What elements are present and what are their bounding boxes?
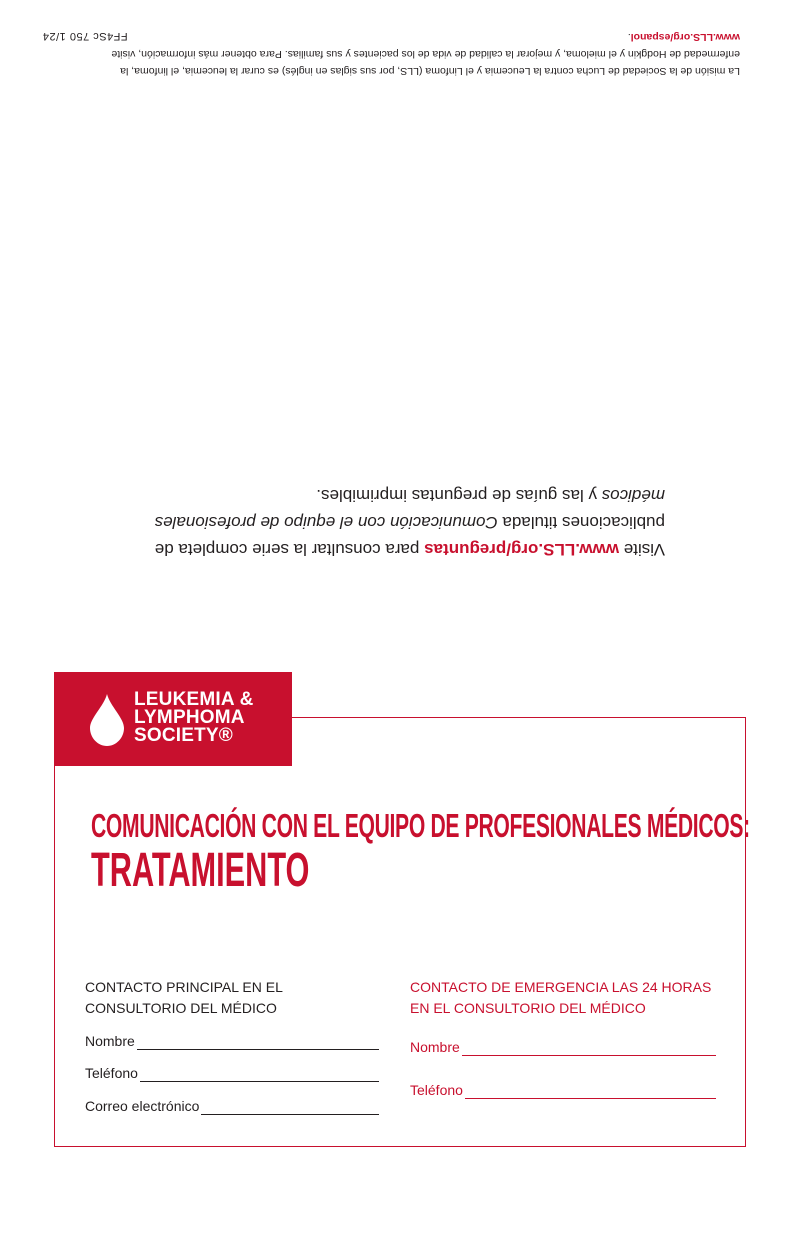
card-title-line-1: COMUNICACIÓN CON EL EQUIPO DE PROFESIONALES MÉDICOS: xyxy=(91,807,750,844)
emergency-name-line[interactable] xyxy=(462,1041,716,1056)
emergency-name-label: Nombre xyxy=(410,1039,460,1055)
emergency-phone-field[interactable] xyxy=(410,1081,716,1099)
primary-email-field[interactable] xyxy=(85,1097,379,1115)
primary-contact-heading: CONTACTO PRINCIPAL EN EL CONSULTORIO DEL MÉDICO xyxy=(85,979,283,1016)
logo-line-3: SOCIETY® xyxy=(134,725,234,746)
primary-phone-label: Teléfono xyxy=(85,1065,138,1081)
emergency-phone-line[interactable] xyxy=(465,1084,716,1099)
visit-paragraph xyxy=(120,482,665,563)
emergency-contact-heading: CONTACTO DE EMERGENCIA LAS 24 HORAS EN EL CONSULTORIO DEL MÉDICO xyxy=(410,979,712,1016)
emergency-name-field[interactable] xyxy=(410,1038,716,1056)
card-title-line-2: TRATAMIENTO xyxy=(91,844,310,897)
visit-link[interactable]: www.LLS.org/preguntas xyxy=(424,540,619,559)
primary-phone-field[interactable] xyxy=(85,1064,379,1082)
blood-drop-icon xyxy=(90,694,124,746)
emergency-phone-label: Teléfono xyxy=(410,1082,463,1098)
primary-email-label: Correo electrónico xyxy=(85,1098,200,1114)
mission-end: . xyxy=(627,31,631,43)
visit-prefix: Visite xyxy=(619,540,665,559)
primary-name-label: Nombre xyxy=(85,1033,135,1049)
mission-link[interactable]: www.LLS.org/espanol xyxy=(630,31,740,43)
visit-italic-title: Comunicación con el equipo de profesionales médicos xyxy=(154,486,665,532)
logo-line-1: LEUKEMIA & xyxy=(134,689,254,710)
logo-line-2: LYMPHOMA xyxy=(134,707,245,728)
mission-text: La misión de la Sociedad de Lucha contra la Leucemia y el Linfoma (LLS, por sus siglas en inglés) es curar la leucemia, el linfoma, la enfermedad de Hodgkin y el mieloma, y mejorar la calidad de vida de los pacientes y sus familias. Para obtener más información, visite xyxy=(111,48,740,77)
mission-statement xyxy=(80,28,740,79)
primary-phone-line[interactable] xyxy=(140,1067,379,1082)
form-code: FF4Sc 750 1/24 xyxy=(42,30,128,42)
primary-name-line[interactable] xyxy=(137,1035,379,1050)
primary-email-line[interactable] xyxy=(201,1100,379,1115)
visit-text-2: y las guías de preguntas imprimibles. xyxy=(316,486,602,505)
lls-logo xyxy=(54,672,292,766)
primary-name-field[interactable] xyxy=(85,1032,379,1050)
logo-wordmark xyxy=(134,691,254,745)
visit-text-1: para consultar la serie completa de publicaciones titulada xyxy=(154,513,665,559)
